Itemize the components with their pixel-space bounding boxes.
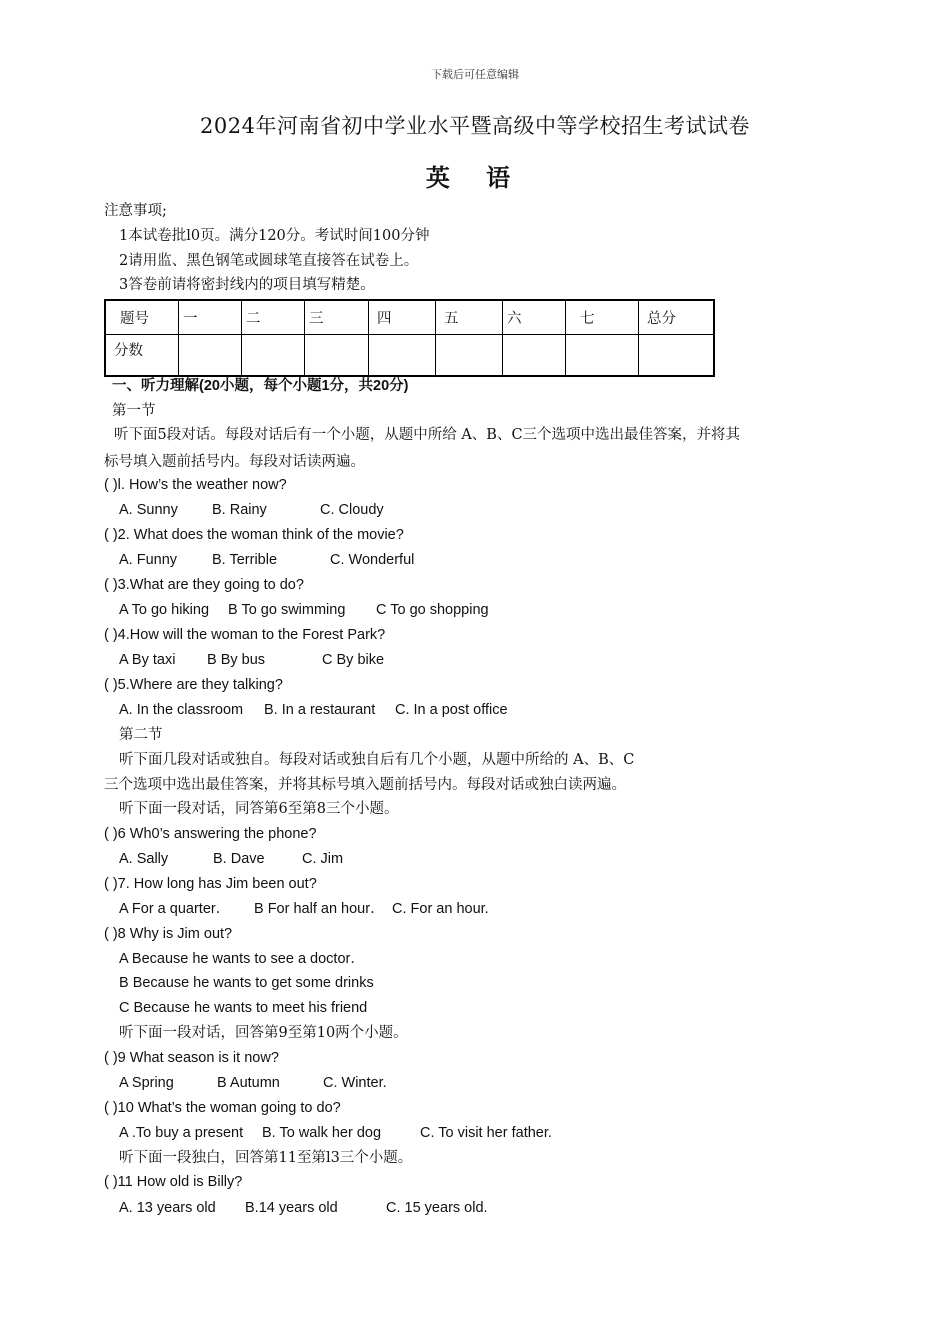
question-stem: ( )8 Why is Jim out? — [104, 926, 233, 942]
score-table-header-cell: 一 — [179, 300, 242, 335]
option-c: C. Winter. — [323, 1075, 387, 1091]
score-cell[interactable] — [436, 335, 503, 377]
question-stem: ( )10 What’s the woman going to do? — [104, 1100, 341, 1116]
option-b: B For half an hour． — [254, 901, 385, 917]
option-c: C. Cloudy — [320, 502, 384, 518]
exam-title: 2024年河南省初中学业水平暨高级中等学校招生考试试卷 — [200, 114, 750, 138]
option-b: B By bus — [207, 652, 266, 668]
option-c: C. In a post office — [395, 702, 508, 718]
option-c: C. Jim — [302, 851, 344, 867]
option-c: C. To visit her father. — [420, 1125, 552, 1141]
notice-item-1: 1本试卷批l0页。满分120分。考试时间100分钟 — [119, 228, 430, 244]
part1-label: 第一节 — [112, 403, 156, 419]
question-stem: ( )5.Where are they talking? — [104, 677, 283, 693]
score-table-header-cell: 六 — [503, 300, 566, 335]
score-cell[interactable] — [503, 335, 566, 377]
option-b: B. In a restaurant — [264, 702, 376, 718]
option-c: C. 15 years old. — [386, 1200, 488, 1216]
score-table-row-label: 分数 — [105, 335, 179, 377]
option-a: A. Sunny — [119, 502, 178, 518]
part1-instructions: 听下面5段对话。每段对话后有一个小题，从题中所给 A、B、C三个选项中选出最佳答案，并将其 — [114, 427, 741, 443]
option-c: C By bike — [322, 652, 385, 668]
option-a: A. Sally — [119, 851, 169, 867]
option-b: B.14 years old — [245, 1200, 338, 1216]
score-cell[interactable] — [242, 335, 305, 377]
score-cell[interactable] — [305, 335, 369, 377]
option-a: A For a quarter． — [119, 901, 231, 917]
option-a: A .To buy a present — [119, 1125, 244, 1141]
option-c: C. Wonderful — [330, 552, 415, 568]
question-stem: ( )7. How long has Jim been out? — [104, 876, 317, 892]
question-stem: ( )9 What season is it now? — [104, 1050, 279, 1066]
option-a: A. Funny — [119, 552, 178, 568]
option-c: C. For an hour. — [392, 901, 489, 917]
option-b: B. Rainy — [212, 502, 267, 518]
option-b: B. To walk her dog — [262, 1125, 382, 1141]
notice-heading: 注意事项; — [104, 203, 167, 219]
question-stem: ( )2. What does the woman think of the movie? — [104, 527, 404, 543]
group-instructions: 听下面一段对话，回答第9至第10两个小题。 — [119, 1025, 408, 1041]
question-stem: ( )11 How old is Billy? — [104, 1174, 243, 1190]
option-a: A Spring — [119, 1075, 174, 1091]
group-instructions: 听下面一段独白，回答第11至第l3三个小题。 — [119, 1150, 413, 1166]
option-a: A Because he wants to see a doctor． — [119, 951, 365, 967]
score-table-header-cell: 二 — [242, 300, 305, 335]
option-a: A To go hiking — [119, 602, 210, 618]
subject-title: 英 语 — [425, 163, 525, 192]
option-b: B Because he wants to get some drinks — [119, 975, 374, 991]
score-table-header-cell: 五 — [436, 300, 503, 335]
score-table-header-cell: 三 — [305, 300, 369, 335]
section1-title: 一、听力理解(20小题，每个小题1分，共20分) — [112, 378, 409, 394]
score-table-header-cell: 四 — [369, 300, 436, 335]
option-a: A By taxi — [119, 652, 176, 668]
option-b: B To go swimming — [228, 602, 346, 618]
notice-item-2: 2请用监、黑色钢笔或圆球笔直接答在试卷上。 — [119, 253, 419, 269]
part2-label: 第二节 — [119, 727, 163, 743]
part2-instructions: 听下面几段对话或独自。每段对话或独自后有几个小题，从题中所给的 A、B、C — [119, 752, 635, 768]
score-cell[interactable] — [179, 335, 242, 377]
option-c: C Because he wants to meet his friend — [119, 1000, 368, 1016]
option-a: A. In the classroom — [119, 702, 244, 718]
part1-instructions: 标号填入题前括号内。每段对话读两遍。 — [104, 454, 365, 470]
question-stem: ( )6 Wh0’s answering the phone? — [104, 826, 317, 842]
score-cell[interactable] — [566, 335, 639, 377]
part2-instructions: 三个选项中选出最佳答案，并将其标号填入题前括号内。每段对话或独白读两遍。 — [104, 777, 626, 793]
score-table-header-cell: 七 — [566, 300, 639, 335]
score-cell[interactable] — [369, 335, 436, 377]
question-stem: ( )3.What are they going to do? — [104, 577, 304, 593]
group-instructions: 听下面一段对话，同答第6至第8三个小题。 — [119, 801, 399, 817]
notice-item-3: 3答卷前请将密封线内的项目填写精楚。 — [119, 277, 375, 293]
score-table-header-cell: 题号 — [105, 300, 179, 335]
option-b: B. Terrible — [212, 552, 278, 568]
score-table-header-cell: 总分 — [639, 300, 715, 335]
option-b: B Autumn — [217, 1075, 280, 1091]
option-a: A. 13 years old — [119, 1200, 216, 1216]
header-note: 下载后可任意编辑 — [431, 69, 519, 81]
question-stem: ( )4.How will the woman to the Forest Park? — [104, 627, 386, 643]
score-table — [104, 299, 715, 377]
score-cell[interactable] — [639, 335, 715, 377]
option-c: C To go shopping — [376, 602, 489, 618]
question-stem: ( )l. How’s the weather now? — [104, 477, 287, 493]
option-b: B. Dave — [213, 851, 265, 867]
